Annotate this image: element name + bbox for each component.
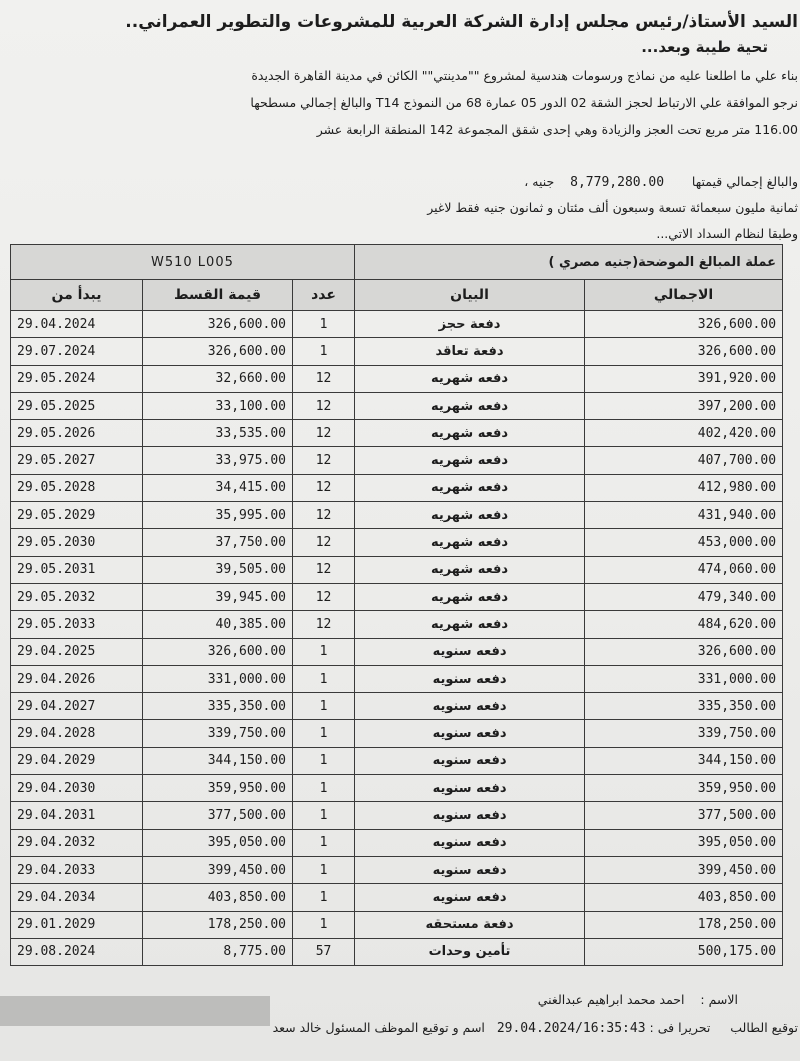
count-cell: 1 — [293, 802, 355, 829]
count-cell: 1 — [293, 693, 355, 720]
officer-label: اسم و توقيع الموظف المسئول — [325, 1020, 485, 1035]
applicant-name-line — [538, 992, 738, 1007]
total-cell: 474,060.00 — [585, 556, 783, 583]
installment-cell: 377,500.00 — [143, 802, 293, 829]
start-date-cell: 29.04.2027 — [11, 693, 143, 720]
column-header-installment: قيمة القسط — [143, 280, 293, 311]
start-date-cell: 29.04.2025 — [11, 638, 143, 665]
written-label: تحريرا فى : — [649, 1020, 711, 1035]
unit-codes: W510 L005 — [11, 245, 355, 280]
description-cell: دفعه شهريه — [355, 392, 585, 419]
count-cell: 1 — [293, 747, 355, 774]
start-date-cell: 29.04.2030 — [11, 775, 143, 802]
table-row — [11, 638, 783, 665]
total-cell: 326,600.00 — [585, 311, 783, 338]
table-body — [11, 311, 783, 966]
total-cell: 397,200.00 — [585, 392, 783, 419]
table-row — [11, 747, 783, 774]
greeting-line: تحية طيبة وبعد... — [641, 38, 768, 56]
installment-cell: 331,000.00 — [143, 665, 293, 692]
count-cell: 12 — [293, 502, 355, 529]
addressee-line: السيد الأستاذ/رئيس مجلس إدارة الشركة العربية للمشروعات والتطوير العمراني.. — [125, 12, 798, 32]
table-row — [11, 693, 783, 720]
start-date-cell: 29.05.2029 — [11, 502, 143, 529]
count-cell: 12 — [293, 556, 355, 583]
installment-cell: 32,660.00 — [143, 365, 293, 392]
total-cell: 359,950.00 — [585, 775, 783, 802]
description-cell: دفعه سنويه — [355, 638, 585, 665]
signature-label: توقيع الطالب — [730, 1020, 798, 1035]
table-row — [11, 583, 783, 610]
count-cell: 57 — [293, 938, 355, 965]
total-cell: 479,340.00 — [585, 583, 783, 610]
description-cell: دفعة مستحقه — [355, 911, 585, 938]
total-cell: 178,250.00 — [585, 911, 783, 938]
total-cell: 326,600.00 — [585, 338, 783, 365]
table-row — [11, 311, 783, 338]
description-cell: دفعه سنويه — [355, 720, 585, 747]
total-cell: 431,940.00 — [585, 502, 783, 529]
installment-cell: 39,945.00 — [143, 583, 293, 610]
table-row — [11, 529, 783, 556]
table-header-row — [11, 280, 783, 311]
count-cell: 12 — [293, 611, 355, 638]
description-cell: دفعه سنويه — [355, 802, 585, 829]
start-date-cell: 29.04.2033 — [11, 856, 143, 883]
installment-cell: 403,850.00 — [143, 884, 293, 911]
table-row — [11, 665, 783, 692]
count-cell: 1 — [293, 720, 355, 747]
count-cell: 1 — [293, 829, 355, 856]
description-cell: دفعه شهريه — [355, 365, 585, 392]
description-cell: دفعه شهريه — [355, 447, 585, 474]
count-cell: 1 — [293, 775, 355, 802]
description-cell: دفعه شهريه — [355, 420, 585, 447]
table-row — [11, 829, 783, 856]
officer-name: خالد سعد — [272, 1020, 322, 1035]
installment-cell: 40,385.00 — [143, 611, 293, 638]
table-row — [11, 884, 783, 911]
total-cell: 453,000.00 — [585, 529, 783, 556]
description-cell: دفعه شهريه — [355, 474, 585, 501]
description-cell: دفعه شهريه — [355, 556, 585, 583]
body-line-1: بناء علي ما اطلعنا عليه من نماذج ورسومات هندسية لمشروع ""مدينتي"" الكائن في مدينة القاهرة الجديدة — [251, 68, 798, 83]
total-in-words: ثمانية مليون سبعمائة تسعة وسبعون ألف مئتان و ثمانون جنيه فقط لاغير — [427, 200, 798, 215]
description-cell: دفعه شهريه — [355, 502, 585, 529]
total-cell: 339,750.00 — [585, 720, 783, 747]
start-date-cell: 29.07.2024 — [11, 338, 143, 365]
installment-cell: 326,600.00 — [143, 338, 293, 365]
total-cell: 412,980.00 — [585, 474, 783, 501]
body-line-2: نرجو الموافقة علي الارتباط لحجز الشقة 02 الدور 05 عمارة 68 من النموذج T14 والبالغ إجمالي مسطحها — [250, 95, 798, 110]
start-date-cell: 29.05.2031 — [11, 556, 143, 583]
installment-cell: 34,415.00 — [143, 474, 293, 501]
column-header-count: عدد — [293, 280, 355, 311]
total-unit: جنيه ، — [524, 174, 555, 189]
installment-cell: 359,950.00 — [143, 775, 293, 802]
installment-cell: 37,750.00 — [143, 529, 293, 556]
installment-cell: 326,600.00 — [143, 638, 293, 665]
written-timestamp: 29.04.2024/16:35:43 — [496, 1021, 646, 1036]
count-cell: 1 — [293, 856, 355, 883]
start-date-cell: 29.05.2027 — [11, 447, 143, 474]
description-cell: دفعة حجز — [355, 311, 585, 338]
count-cell: 12 — [293, 420, 355, 447]
start-date-cell: 29.04.2029 — [11, 747, 143, 774]
count-cell: 12 — [293, 474, 355, 501]
count-cell: 12 — [293, 447, 355, 474]
table-row — [11, 392, 783, 419]
total-cell: 326,600.00 — [585, 638, 783, 665]
total-cell: 407,700.00 — [585, 447, 783, 474]
total-cell: 344,150.00 — [585, 747, 783, 774]
installment-cell: 8,775.00 — [143, 938, 293, 965]
count-cell: 1 — [293, 665, 355, 692]
description-cell: دفعه سنويه — [355, 829, 585, 856]
table-row — [11, 775, 783, 802]
start-date-cell: 29.08.2024 — [11, 938, 143, 965]
description-cell: دفعه سنويه — [355, 665, 585, 692]
installment-cell: 335,350.00 — [143, 693, 293, 720]
payment-intro: وطبقا لنظام السداد الاتي... — [656, 226, 798, 241]
body-line-3: 116.00 متر مربع تحت العجز والزيادة وهي إحدى شقق المجموعة 142 المنطقة الرابعة عشر — [316, 122, 798, 137]
installment-cell: 399,450.00 — [143, 856, 293, 883]
name-value: احمد محمد ابراهيم عبدالغني — [537, 992, 685, 1007]
installment-cell: 35,995.00 — [143, 502, 293, 529]
description-cell: تأمين وحدات — [355, 938, 585, 965]
count-cell: 12 — [293, 583, 355, 610]
start-date-cell: 29.05.2025 — [11, 392, 143, 419]
total-cell: 331,000.00 — [585, 665, 783, 692]
count-cell: 12 — [293, 365, 355, 392]
count-cell: 1 — [293, 638, 355, 665]
total-cell: 391,920.00 — [585, 365, 783, 392]
start-date-cell: 29.05.2024 — [11, 365, 143, 392]
table-row — [11, 911, 783, 938]
total-cell: 500,175.00 — [585, 938, 783, 965]
description-cell: دفعه سنويه — [355, 856, 585, 883]
start-date-cell: 29.05.2032 — [11, 583, 143, 610]
count-cell: 1 — [293, 311, 355, 338]
currency-label: عملة المبالغ الموضحة(جنيه مصري ) — [355, 245, 783, 280]
description-cell: دفعه سنويه — [355, 884, 585, 911]
total-cell: 399,450.00 — [585, 856, 783, 883]
installment-cell: 344,150.00 — [143, 747, 293, 774]
count-cell: 12 — [293, 529, 355, 556]
start-date-cell: 29.04.2034 — [11, 884, 143, 911]
table-row — [11, 502, 783, 529]
description-cell: دفعه سنويه — [355, 747, 585, 774]
currency-row — [11, 245, 783, 280]
table-row — [11, 338, 783, 365]
total-cell: 335,350.00 — [585, 693, 783, 720]
total-label: والبالغ إجمالي قيمتها — [691, 174, 798, 189]
table-row — [11, 474, 783, 501]
count-cell: 1 — [293, 884, 355, 911]
start-date-cell: 29.05.2026 — [11, 420, 143, 447]
table-row — [11, 447, 783, 474]
column-header-start: يبدأ من — [11, 280, 143, 311]
start-date-cell: 29.04.2032 — [11, 829, 143, 856]
name-label: الاسم : — [700, 992, 738, 1007]
start-date-cell: 29.04.2028 — [11, 720, 143, 747]
start-date-cell: 29.04.2024 — [11, 311, 143, 338]
table-row — [11, 856, 783, 883]
start-date-cell: 29.04.2026 — [11, 665, 143, 692]
column-header-description: البيان — [355, 280, 585, 311]
total-cell: 402,420.00 — [585, 420, 783, 447]
count-cell: 1 — [293, 911, 355, 938]
installment-cell: 33,975.00 — [143, 447, 293, 474]
signature-line — [273, 1020, 798, 1036]
total-cell: 484,620.00 — [585, 611, 783, 638]
start-date-cell: 29.01.2029 — [11, 911, 143, 938]
table-row — [11, 802, 783, 829]
total-amount: 8,779,280.00 — [570, 175, 665, 190]
installment-cell: 326,600.00 — [143, 311, 293, 338]
installment-cell: 33,535.00 — [143, 420, 293, 447]
table-row — [11, 938, 783, 965]
description-cell: دفعة تعاقد — [355, 338, 585, 365]
table-row — [11, 720, 783, 747]
start-date-cell: 29.05.2028 — [11, 474, 143, 501]
total-cell: 395,050.00 — [585, 829, 783, 856]
count-cell: 1 — [293, 338, 355, 365]
description-cell: دفعه سنويه — [355, 775, 585, 802]
installment-cell: 33,100.00 — [143, 392, 293, 419]
installment-cell: 178,250.00 — [143, 911, 293, 938]
description-cell: دفعه سنويه — [355, 693, 585, 720]
total-value-line — [524, 174, 798, 190]
start-date-cell: 29.04.2031 — [11, 802, 143, 829]
redaction-band — [0, 996, 270, 1026]
start-date-cell: 29.05.2033 — [11, 611, 143, 638]
table-row — [11, 365, 783, 392]
total-cell: 403,850.00 — [585, 884, 783, 911]
start-date-cell: 29.05.2030 — [11, 529, 143, 556]
description-cell: دفعه شهريه — [355, 583, 585, 610]
installment-cell: 39,505.00 — [143, 556, 293, 583]
description-cell: دفعه شهريه — [355, 611, 585, 638]
installment-cell: 339,750.00 — [143, 720, 293, 747]
count-cell: 12 — [293, 392, 355, 419]
table-row — [11, 420, 783, 447]
installment-cell: 395,050.00 — [143, 829, 293, 856]
description-cell: دفعه شهريه — [355, 529, 585, 556]
table-row — [11, 611, 783, 638]
total-cell: 377,500.00 — [585, 802, 783, 829]
column-header-total: الاجمالي — [585, 280, 783, 311]
payment-schedule-table — [10, 244, 783, 966]
table-row — [11, 556, 783, 583]
